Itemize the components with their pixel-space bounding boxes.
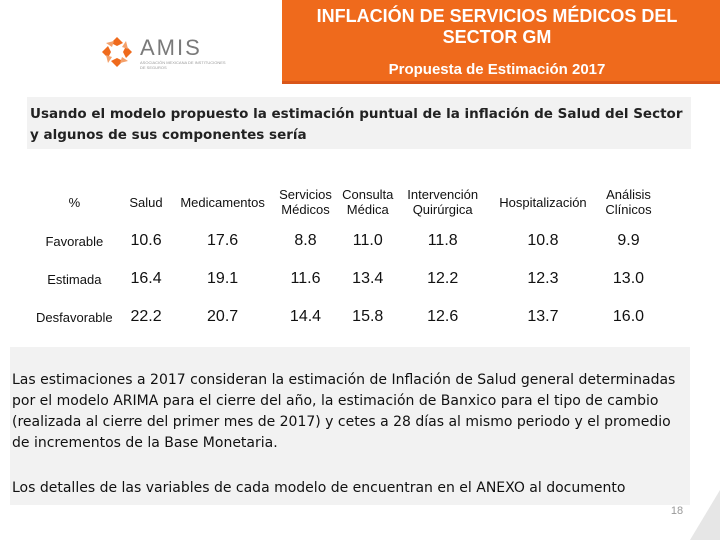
row-label: Desfavorable [36,309,113,325]
page-title: INFLACIÓN DE SERVICIOS MÉDICOS DEL SECTOR GM [316,6,678,47]
logo-name: AMIS [140,35,202,60]
table-cell: 9.9 [617,232,640,249]
notes-paragraph-2: Los detalles de las variables de cada modelo de encuentran en el ANEXO al documento [12,480,626,496]
table-cell: 13.4 [352,270,384,287]
estimation-table [28,182,658,336]
amis-logo [100,33,230,73]
table-cell: 20.7 [207,308,239,325]
table-cell: 19.1 [207,270,239,287]
table-cell: 10.8 [527,232,559,249]
table-cell: 12.3 [527,270,559,287]
corner-label: % [68,194,81,210]
table-cell: 8.8 [294,232,317,249]
column-header: Salud [129,194,163,210]
table-cell: 13.0 [612,270,645,287]
table-cell: 16.0 [612,308,645,325]
row-label: Favorable [45,233,104,249]
table-cell: 14.4 [289,308,322,325]
table-cell: 11.6 [290,270,321,287]
table-cell: 17.6 [207,232,239,249]
corner-decoration-icon [690,490,720,540]
column-header: Medicamentos [180,194,265,210]
table-cell: 15.8 [352,308,384,325]
table-cell: 16.4 [130,270,162,287]
table-cell: 22.2 [130,308,162,325]
column-header: Servicios Médicos [279,187,332,217]
table-cell: 13.7 [527,308,559,325]
table-cell: 12.6 [427,308,459,325]
row-label: Estimada [47,271,102,287]
notes-paragraph-1: Las estimaciones a 2017 consideran la estimación de Inflación de Salud general determinadas por el modelo ARIMA para el cierre del año, la estimación de Banxico para el tipo de cambio (realizada al cierre del primer mes de 2017) y cetes a 28 días al mismo periodo y el promedio de incrementos de la Base Monetaria. [12,372,676,451]
table-row [28,222,658,260]
column-header: Análisis Clínicos [605,187,652,217]
page-number: 18 [670,505,684,517]
column-header: Hospitalización [499,194,587,210]
table-cell: 12.2 [427,270,459,287]
table-cell: 11.8 [427,232,458,249]
page-subtitle: Propuesta de Estimación 2017 [388,61,606,78]
column-header: Consulta Médica [342,187,394,217]
table-cell: 11.0 [352,232,383,249]
column-header: Intervención Quirúrgica [407,187,479,217]
table-row [28,298,658,336]
table-cell: 10.6 [130,232,162,249]
intro-text: Usando el modelo propuesto la estimación puntual de la inflación de Salud del Sector y algunos de sus componentes sería [30,106,683,143]
logo-tagline: ASOCIACIÓN MEXICANA DE INSTITUCIONES DE SEGUROS [140,60,226,70]
amis-logo-mark-icon [100,35,134,69]
table-row [28,260,658,298]
table-header-row [28,182,658,222]
